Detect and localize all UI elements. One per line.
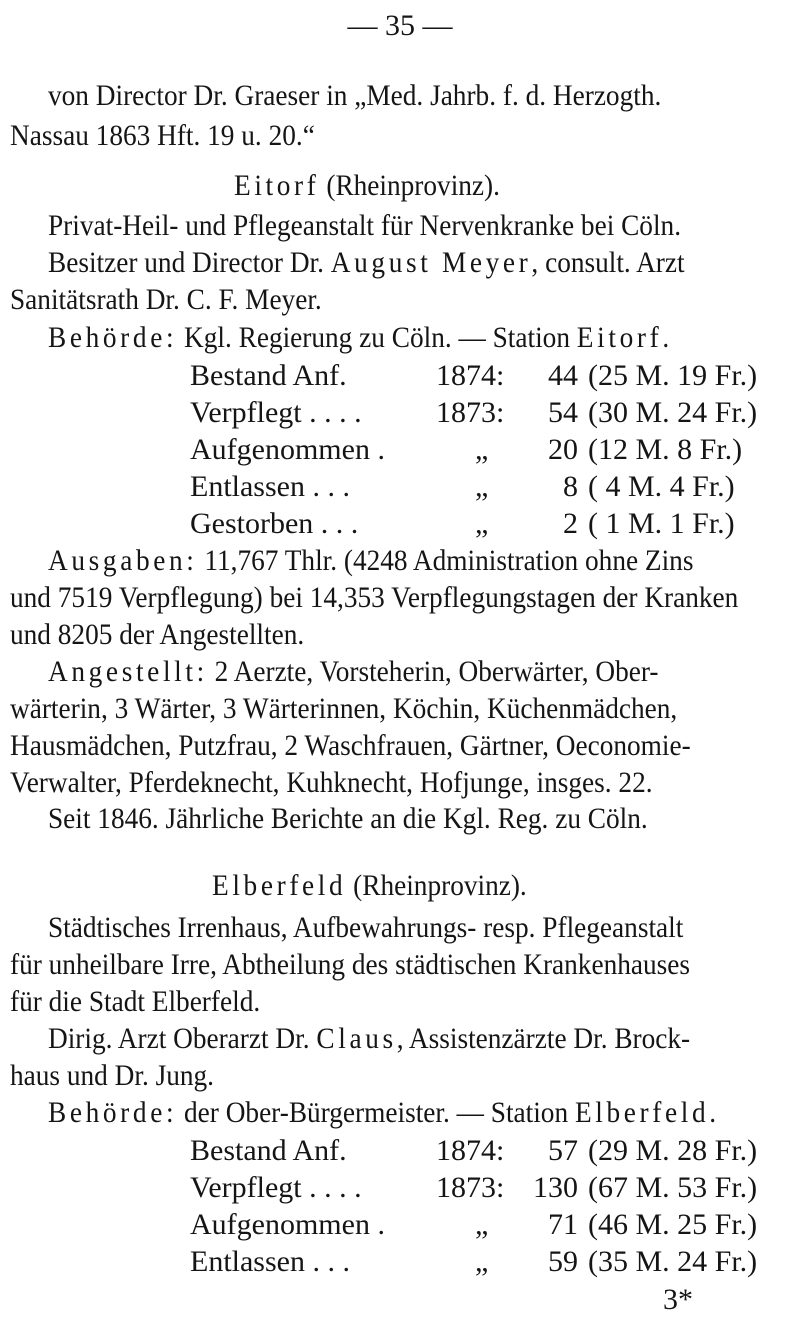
eitorf-owner-name: August Meyer <box>330 246 532 279</box>
elberfeld-heading <box>212 868 800 904</box>
eitorf-heading-region: (Rheinprovinz). <box>319 169 500 202</box>
elberfeld-line-1: Städtisches Irrenhaus, Aufbewahrungs- resp. Pflegeanstalt <box>48 911 684 944</box>
row-year: 1873: <box>436 1171 505 1204</box>
row-label: Bestand Anf. <box>190 359 347 392</box>
intro-line-1: von Director Dr. Graeser in „Med. Jahrb. f. d. Herzogth. <box>48 79 662 112</box>
row-breakdown: (29 M. 28 Fr.) <box>588 1134 758 1167</box>
eitorf-ausgaben-line-2: und 7519 Verpflegung) bei 14,353 Verpflegungstagen der Kranken <box>10 581 739 614</box>
row-total: 44 <box>548 359 578 392</box>
row-year: „ <box>475 1208 489 1241</box>
page-number: — 35 — <box>347 9 453 42</box>
eitorf-line-2-post: , consult. Arzt <box>531 246 685 279</box>
eitorf-seit-line: Seit 1846. Jährliche Berichte an die Kgl. Reg. zu Cöln. <box>48 802 648 835</box>
elberfeld-line-5: haus und Dr. Jung. <box>10 1059 214 1092</box>
elberfeld-line-4-post: , Assistenzärzte Dr. Brock- <box>396 1022 691 1055</box>
row-year: „ <box>475 1245 489 1278</box>
row-breakdown: (25 M. 19 Fr.) <box>588 359 758 392</box>
row-label: Gestorben . . . <box>190 507 359 540</box>
eitorf-heading <box>234 168 800 204</box>
eitorf-angestellt-line-3: Hausmädchen, Putzfrau, 2 Waschfrauen, Gärtner, Oeconomie- <box>10 729 691 762</box>
row-label: Bestand Anf. <box>190 1134 347 1167</box>
row-label: Entlassen . . . <box>190 470 350 503</box>
row-breakdown: (35 M. 24 Fr.) <box>588 1245 758 1278</box>
row-breakdown: (67 M. 53 Fr.) <box>588 1171 758 1204</box>
elberfeld-director-name: Claus <box>316 1022 397 1055</box>
row-total: 130 <box>533 1171 578 1204</box>
row-total: 8 <box>563 470 578 503</box>
row-year: „ <box>475 433 489 466</box>
row-label: Verpflegt . . . . <box>190 1171 362 1204</box>
eitorf-line-2 <box>48 245 776 281</box>
elberfeld-heading-name: Elberfeld <box>212 869 347 902</box>
eitorf-behoerde-text: Kgl. Regierung zu Cöln. — Station <box>177 321 577 354</box>
eitorf-behoerde-station: Eitorf. <box>576 321 673 354</box>
elberfeld-behoerde-station: Elberfeld. <box>574 1096 720 1129</box>
eitorf-line-1: Privat-Heil- und Pflegeanstalt für Nervenkranke bei Cöln. <box>48 209 682 242</box>
row-breakdown: ( 1 M. 1 Fr.) <box>588 507 735 540</box>
eitorf-angestellt-line-4: Verwalter, Pferdeknecht, Kuhknecht, Hofjunge, insges. 22. <box>10 766 653 799</box>
row-label: Aufgenommen . <box>190 1208 385 1241</box>
eitorf-line-2-pre: Besitzer und Director Dr. <box>48 246 331 279</box>
row-breakdown: (30 M. 24 Fr.) <box>588 396 758 429</box>
eitorf-ausgaben-text: 11,767 Thlr. (4248 Administration ohne Zins <box>197 544 694 577</box>
elberfeld-behoerde-label: Behörde: <box>48 1096 178 1129</box>
eitorf-line-3: Sanitätsrath Dr. C. F. Meyer. <box>10 283 322 316</box>
row-breakdown: (12 M. 8 Fr.) <box>588 433 743 466</box>
eitorf-behoerde <box>48 320 776 356</box>
elberfeld-line-3: für die Stadt Elberfeld. <box>10 985 261 1018</box>
elberfeld-behoerde <box>48 1095 776 1131</box>
row-label: Aufgenommen . <box>190 433 385 466</box>
eitorf-angestellt-line-2: wärterin, 3 Wärter, 3 Wärterinnen, Köchin, Küchenmädchen, <box>10 692 678 725</box>
row-total: 54 <box>548 396 578 429</box>
row-total: 71 <box>548 1208 578 1241</box>
row-breakdown: (46 M. 25 Fr.) <box>588 1208 758 1241</box>
elberfeld-heading-region: (Rheinprovinz). <box>346 869 527 902</box>
signature-mark: 3* <box>663 1283 693 1316</box>
row-year: „ <box>475 507 489 540</box>
row-year: 1874: <box>436 1134 505 1167</box>
row-year: „ <box>475 470 489 503</box>
row-total: 59 <box>548 1245 578 1278</box>
eitorf-angestellt-label: Angestellt: <box>48 655 208 688</box>
eitorf-angestellt-line-1 <box>48 654 776 690</box>
elberfeld-line-4 <box>48 1021 776 1057</box>
eitorf-ausgaben-line-1 <box>48 543 776 579</box>
elberfeld-line-4-pre: Dirig. Arzt Oberarzt Dr. <box>48 1022 317 1055</box>
row-year: 1874: <box>436 359 505 392</box>
eitorf-ausgaben-line-3: und 8205 der Angestellten. <box>10 618 305 651</box>
row-year: 1873: <box>436 396 505 429</box>
eitorf-ausgaben-label: Ausgaben: <box>48 544 198 577</box>
row-breakdown: ( 4 M. 4 Fr.) <box>588 470 735 503</box>
row-label: Verpflegt . . . . <box>190 396 362 429</box>
eitorf-angestellt-text: 2 Aerzte, Vorsteherin, Oberwärter, Ober- <box>207 655 659 688</box>
row-label: Entlassen . . . <box>190 1245 350 1278</box>
row-total: 2 <box>563 507 578 540</box>
row-total: 20 <box>548 433 578 466</box>
elberfeld-line-2: für unheilbare Irre, Abtheilung des städtischen Krankenhauses <box>10 948 691 981</box>
eitorf-heading-name: Eitorf <box>234 169 320 202</box>
elberfeld-behoerde-text: der Ober-Bürgermeister. — Station <box>177 1096 575 1129</box>
row-total: 57 <box>548 1134 578 1167</box>
intro-line-2: Nassau 1863 Hft. 19 u. 20.“ <box>10 119 315 152</box>
eitorf-behoerde-label: Behörde: <box>48 321 178 354</box>
